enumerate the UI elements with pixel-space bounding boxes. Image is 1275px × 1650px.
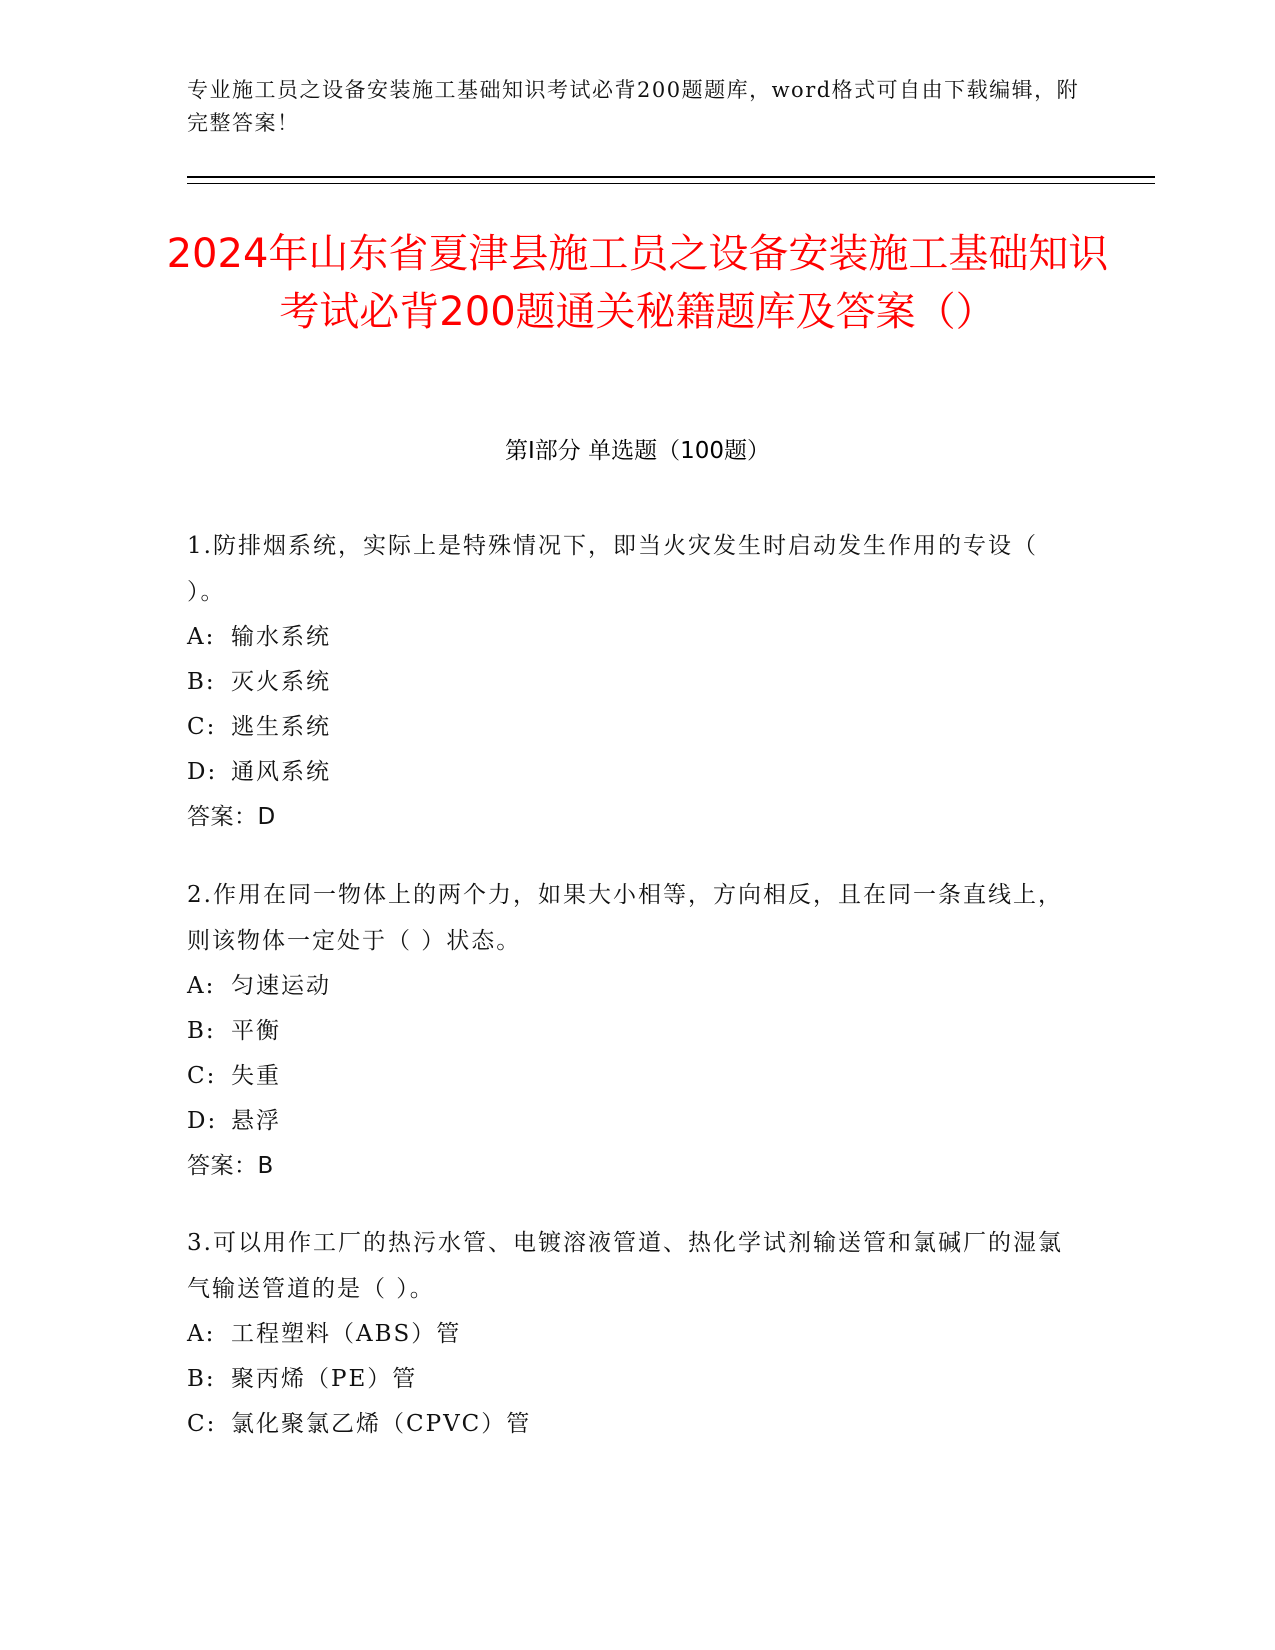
option-b bbox=[187, 1357, 1067, 1402]
question-item bbox=[187, 872, 1067, 1189]
option-key: A: bbox=[187, 624, 216, 650]
option-key: B: bbox=[187, 1366, 216, 1392]
option-text: 通风系统 bbox=[231, 759, 331, 785]
option-key: C: bbox=[187, 1063, 217, 1089]
option-text: 逃生系统 bbox=[231, 714, 331, 740]
document-title: 2024年山东省夏津县施工员之设备安装施工基础知识考试必背200题通关秘籍题库及答案（） bbox=[166, 231, 1109, 335]
option-text: 匀速运动 bbox=[231, 973, 331, 999]
header-divider-thick bbox=[187, 176, 1155, 178]
option-a bbox=[187, 964, 1067, 1009]
option-a bbox=[187, 1312, 1067, 1357]
option-text: 聚丙烯（PE）管 bbox=[231, 1366, 418, 1392]
question-stem: 1.防排烟系统，实际上是特殊情况下，即当火灾发生时启动发生作用的专设（ ）。 bbox=[187, 533, 1038, 605]
option-key: C: bbox=[187, 1411, 217, 1437]
header-description: 专业施工员之设备安装施工基础知识考试必背200题题库，word格式可自由下载编辑，附完整答案！ bbox=[187, 78, 1080, 135]
question-item bbox=[187, 523, 1067, 840]
header-divider-thin bbox=[187, 183, 1155, 184]
option-text: 灭火系统 bbox=[231, 669, 331, 695]
option-key: D: bbox=[187, 1108, 218, 1134]
option-b bbox=[187, 660, 1067, 705]
option-d bbox=[187, 750, 1067, 795]
option-text: 输水系统 bbox=[231, 624, 331, 650]
option-text: 平衡 bbox=[231, 1018, 281, 1044]
question-stem: 2.作用在同一物体上的两个力，如果大小相等，方向相反，且在同一条直线上，则该物体一定处于（ ）状态。 bbox=[187, 882, 1063, 954]
option-text: 失重 bbox=[231, 1063, 281, 1089]
option-text: 氯化聚氯乙烯（CPVC）管 bbox=[231, 1411, 532, 1437]
option-text: 悬浮 bbox=[231, 1108, 281, 1134]
option-text: 工程塑料（ABS）管 bbox=[231, 1321, 462, 1347]
section-heading: 第I部分 单选题（100题） bbox=[505, 438, 770, 464]
option-c bbox=[187, 705, 1067, 750]
option-key: C: bbox=[187, 714, 217, 740]
option-c bbox=[187, 1054, 1067, 1099]
question-stem: 3.可以用作工厂的热污水管、电镀溶液管道、热化学试剂输送管和氯碱厂的湿氯气输送管道的是（ ）。 bbox=[187, 1230, 1063, 1302]
question-answer: 答案：D bbox=[187, 804, 276, 830]
option-a bbox=[187, 615, 1067, 660]
question-item bbox=[187, 1220, 1067, 1447]
question-answer: 答案：B bbox=[187, 1153, 274, 1179]
option-b bbox=[187, 1009, 1067, 1054]
option-key: A: bbox=[187, 973, 216, 999]
option-key: D: bbox=[187, 759, 218, 785]
option-key: B: bbox=[187, 669, 216, 695]
option-c bbox=[187, 1402, 1067, 1447]
option-d bbox=[187, 1099, 1067, 1144]
option-key: A: bbox=[187, 1321, 216, 1347]
option-key: B: bbox=[187, 1018, 216, 1044]
